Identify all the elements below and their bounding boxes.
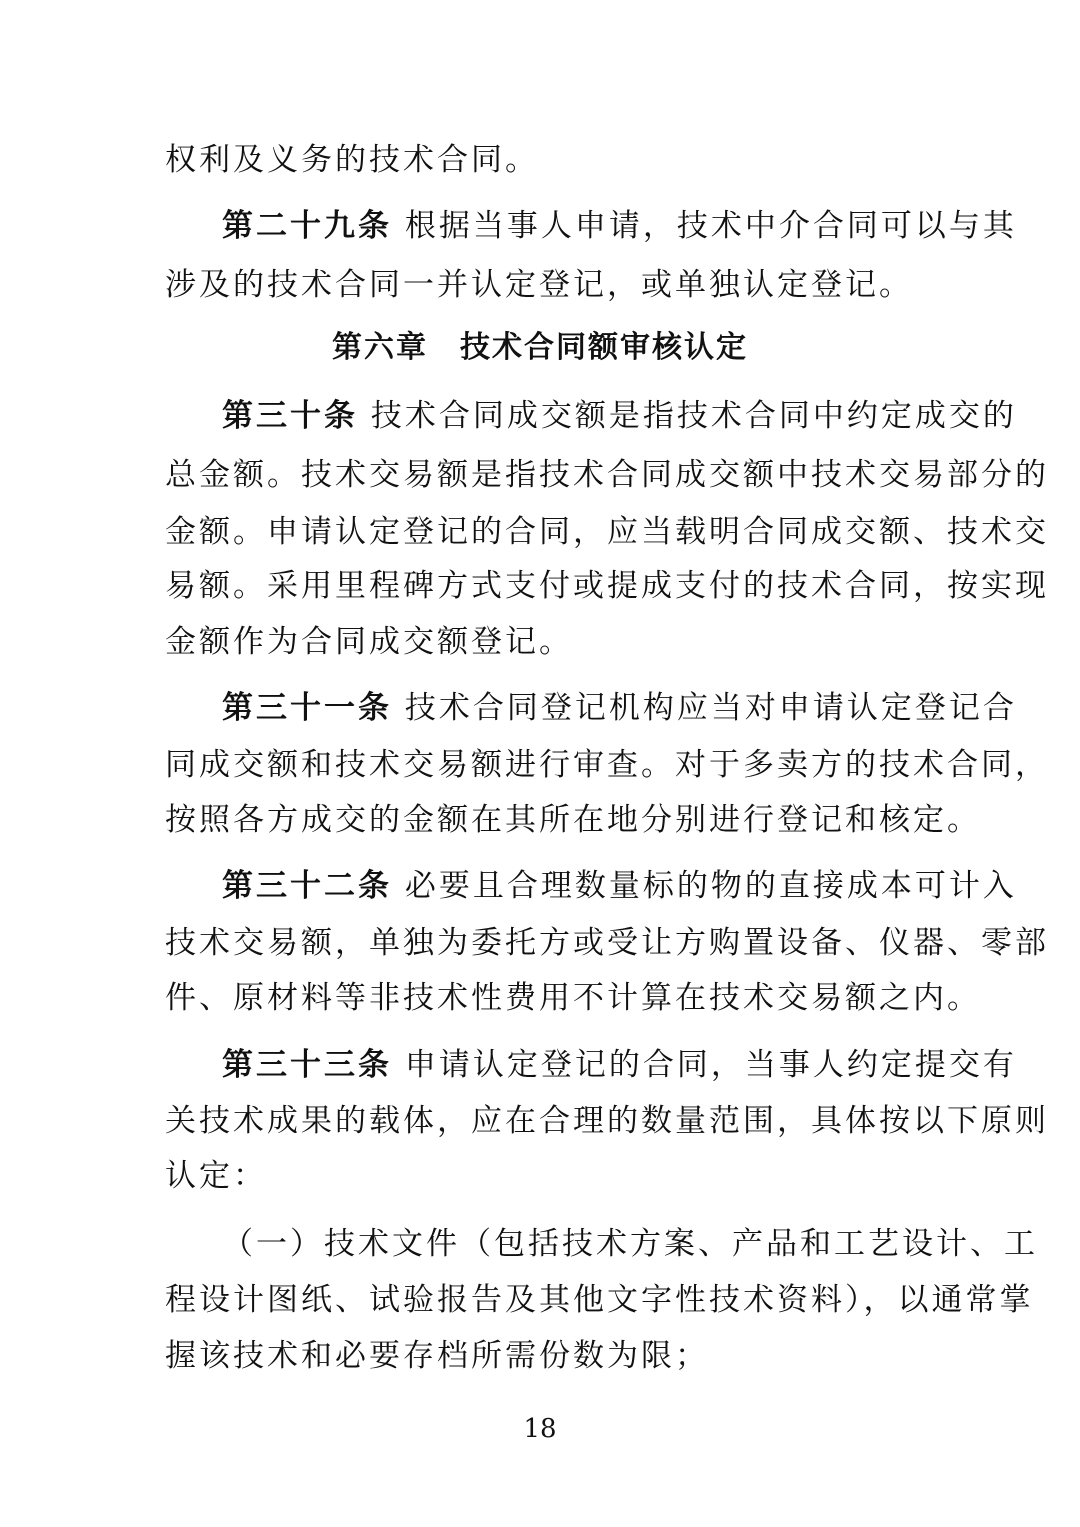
article-29-heading: 第二十九条 xyxy=(222,208,392,244)
article-33-heading: 第三十三条 xyxy=(222,1047,392,1083)
text-span: 根据当事人申请，技术中介合同可以与其 xyxy=(404,208,1017,244)
text-line: 同成交额和技术交易额进行审查。对于多卖方的技术合同， xyxy=(165,747,1049,783)
article-33-line-1 xyxy=(222,1045,1017,1085)
article-31-line-1 xyxy=(222,688,1017,728)
article-30-heading: 第三十条 xyxy=(222,398,358,434)
text-line: 金额。申请认定登记的合同，应当载明合同成交额、技术交 xyxy=(165,514,1049,550)
text-line: （一）技术文件（包括技术方案、产品和工艺设计、工 xyxy=(222,1226,1038,1262)
article-31-heading: 第三十一条 xyxy=(222,690,392,726)
text-line: 涉及的技术合同一并认定登记，或单独认定登记。 xyxy=(165,267,913,303)
text-line: 认定： xyxy=(165,1158,267,1194)
text-line: 握该技术和必要存档所需份数为限； xyxy=(165,1338,709,1374)
article-30-line-1 xyxy=(222,396,1017,436)
text-span: 技术合同成交额是指技术合同中约定成交的 xyxy=(370,398,1017,434)
text-line: 程设计图纸、试验报告及其他文字性技术资料），以通常掌 xyxy=(165,1282,1034,1318)
page-number: 18 xyxy=(523,1414,557,1444)
text-span: 申请认定登记的合同，当事人约定提交有 xyxy=(404,1047,1017,1083)
text-line: 件、原材料等非技术性费用不计算在技术交易额之内。 xyxy=(165,980,981,1016)
text-line: 金额作为合同成交额登记。 xyxy=(165,624,573,660)
text-line: 技术交易额，单独为委托方或受让方购置设备、仪器、零部 xyxy=(165,925,1049,961)
text-line: 关技术成果的载体，应在合理的数量范围，具体按以下原则 xyxy=(165,1103,1049,1139)
article-32-heading: 第三十二条 xyxy=(222,868,392,904)
text-line: 按照各方成交的金额在其所在地分别进行登记和核定。 xyxy=(165,802,981,838)
article-29-line-1 xyxy=(222,206,1017,246)
text-line: 总金额。技术交易额是指技术合同成交额中技术交易部分的 xyxy=(165,457,1049,493)
text-line: 易额。采用里程碑方式支付或提成支付的技术合同，按实现 xyxy=(165,568,1049,604)
text-line: 权利及义务的技术合同。 xyxy=(165,142,539,178)
text-span: 必要且合理数量标的物的直接成本可计入 xyxy=(404,868,1017,904)
article-32-line-1 xyxy=(222,866,1017,906)
text-span: 技术合同登记机构应当对申请认定登记合 xyxy=(404,690,1017,726)
chapter-title: 第六章 技术合同额审核认定 xyxy=(332,330,748,365)
